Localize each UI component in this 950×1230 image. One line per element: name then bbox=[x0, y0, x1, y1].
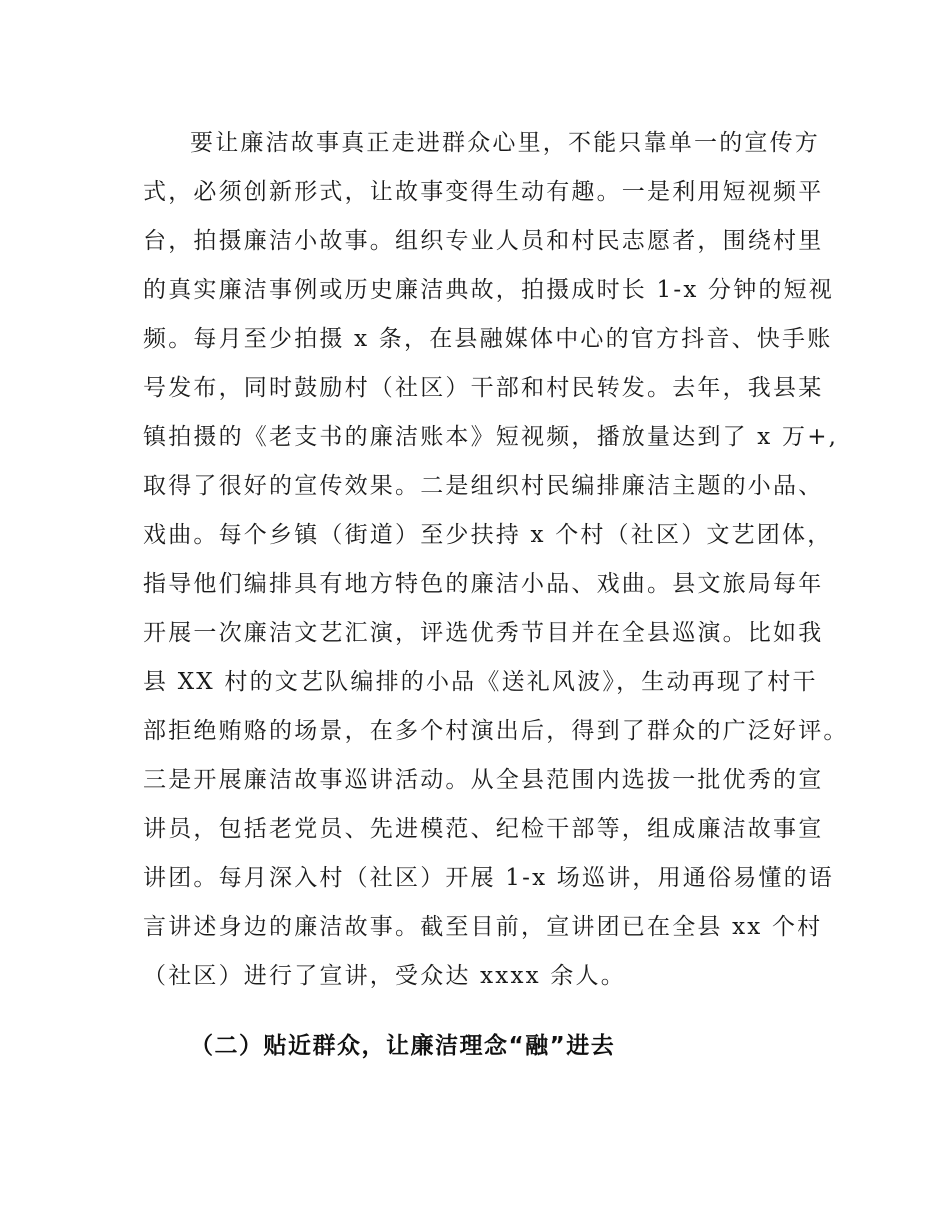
paragraph-line: 言讲述身边的廉洁故事。截至目前，宣讲团已在全县 xx 个村 bbox=[143, 914, 823, 940]
paragraph-line: 三是开展廉洁故事巡讲活动。从全县范围内选拔一批优秀的宣 bbox=[143, 767, 824, 793]
paragraph-line: 戏曲。每个乡镇（街道）至少扶持 x 个村（社区）文艺团体， bbox=[143, 522, 833, 548]
paragraph-line: 讲员，包括老党员、先进模范、纪检干部等，组成廉洁故事宣 bbox=[143, 816, 824, 842]
paragraph-line: 指导他们编排具有地方特色的廉洁小品、戏曲。县文旅局每年 bbox=[143, 571, 824, 597]
paragraph-line: 的真实廉洁事例或历史廉洁典故，拍摄成时长 1-x 分钟的短视 bbox=[143, 277, 834, 303]
paragraph-line: 讲团。每月深入村（社区）开展 1-x 场巡讲，用通俗易懂的语 bbox=[143, 865, 834, 891]
paragraph-line: 开展一次廉洁文艺汇演，评选优秀节目并在全县巡演。比如我 bbox=[143, 620, 824, 646]
paragraph-line: 镇拍摄的《老支书的廉洁账本》短视频，播放量达到了 x 万+, bbox=[143, 424, 839, 450]
paragraph-line: 要让廉洁故事真正走进群众心里，不能只靠单一的宣传方 bbox=[190, 130, 820, 156]
paragraph-line: 取得了很好的宣传效果。二是组织村民编排廉洁主题的小品、 bbox=[143, 473, 824, 499]
paragraph-line: 号发布，同时鼓励村（社区）干部和村民转发。去年，我县某 bbox=[143, 375, 824, 401]
paragraph-line: 台，拍摄廉洁小故事。组织专业人员和村民志愿者，围绕村里 bbox=[143, 228, 824, 254]
paragraph-line: 式，必须创新形式，让故事变得生动有趣。一是利用短视频平 bbox=[143, 179, 824, 205]
paragraph-line: 频。每月至少拍摄 x 条，在县融媒体中心的官方抖音、快手账 bbox=[143, 326, 833, 352]
paragraph-line: 县 XX 村的文艺队编排的小品《送礼风波》，生动再现了村干 bbox=[143, 669, 818, 695]
paragraph-line: （社区）进行了宣讲，受众达 xxxx 余人。 bbox=[143, 963, 626, 989]
section-heading: （二）贴近群众，让廉洁理念“融”进去 bbox=[190, 1033, 616, 1059]
paragraph-line: 部拒绝贿赂的场景，在多个村演出后，得到了群众的广泛好评。 bbox=[143, 718, 849, 744]
